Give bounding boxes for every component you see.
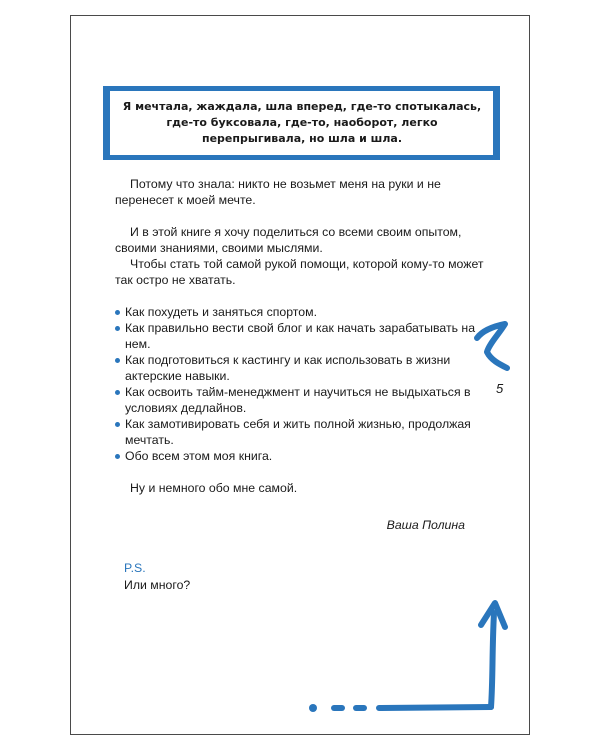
- ps-text: Или много?: [124, 578, 191, 592]
- paragraph-1: Потому что знала: никто не возьмет меня на руки и не перенесет к моей мечте.: [115, 177, 441, 207]
- bullet-dot-icon: [115, 422, 120, 427]
- ps-label: P.S.: [124, 561, 146, 575]
- list-item: Как освоить тайм-менеджмент и научиться не выдыхаться в условиях дедлайнов.: [115, 384, 485, 416]
- dotted-arrow-decoration-icon: [301, 599, 511, 729]
- closing-line: Ну и немного обо мне самой.: [130, 481, 298, 495]
- bullet-dot-icon: [115, 358, 120, 363]
- bullet-dot-icon: [115, 390, 120, 395]
- book-page: [70, 15, 530, 735]
- list-item: Обо всем этом моя книга.: [115, 448, 485, 464]
- paragraph-2: И в этой книге я хочу поделиться со всеми своим опытом, своими знаниями, своими мыслями.: [115, 225, 462, 255]
- paragraph-3: Чтобы стать той самой рукой помощи, которой кому-то может так остро не хватать.: [115, 257, 484, 287]
- quote-frame: [103, 86, 500, 160]
- bullet-list: [115, 304, 485, 464]
- list-item: Как замотивировать себя и жить полной жизнью, продолжая мечтать.: [115, 416, 485, 448]
- bullet-dot-icon: [115, 454, 120, 459]
- bullet-dot-icon: [115, 310, 120, 315]
- squiggle-decoration-icon: [469, 316, 519, 376]
- list-item: Как похудеть и заняться спортом.: [115, 304, 485, 320]
- body-text-block-1: [115, 176, 485, 496]
- bullet-dot-icon: [115, 326, 120, 331]
- list-item: Как подготовиться к кастингу и как использовать в жизни актерские навыки.: [115, 352, 485, 384]
- signature: Ваша Полина: [386, 518, 465, 532]
- quote-text: Я мечтала, жаждала, шла вперед, где-то спотыкалась, где-то буксовала, где-то, наоборот, легко перепрыгивала, но шла и шла.: [122, 100, 482, 145]
- page-number: 5: [496, 381, 504, 396]
- list-item: Как правильно вести свой блог и как начать зарабатывать на нем.: [115, 320, 485, 352]
